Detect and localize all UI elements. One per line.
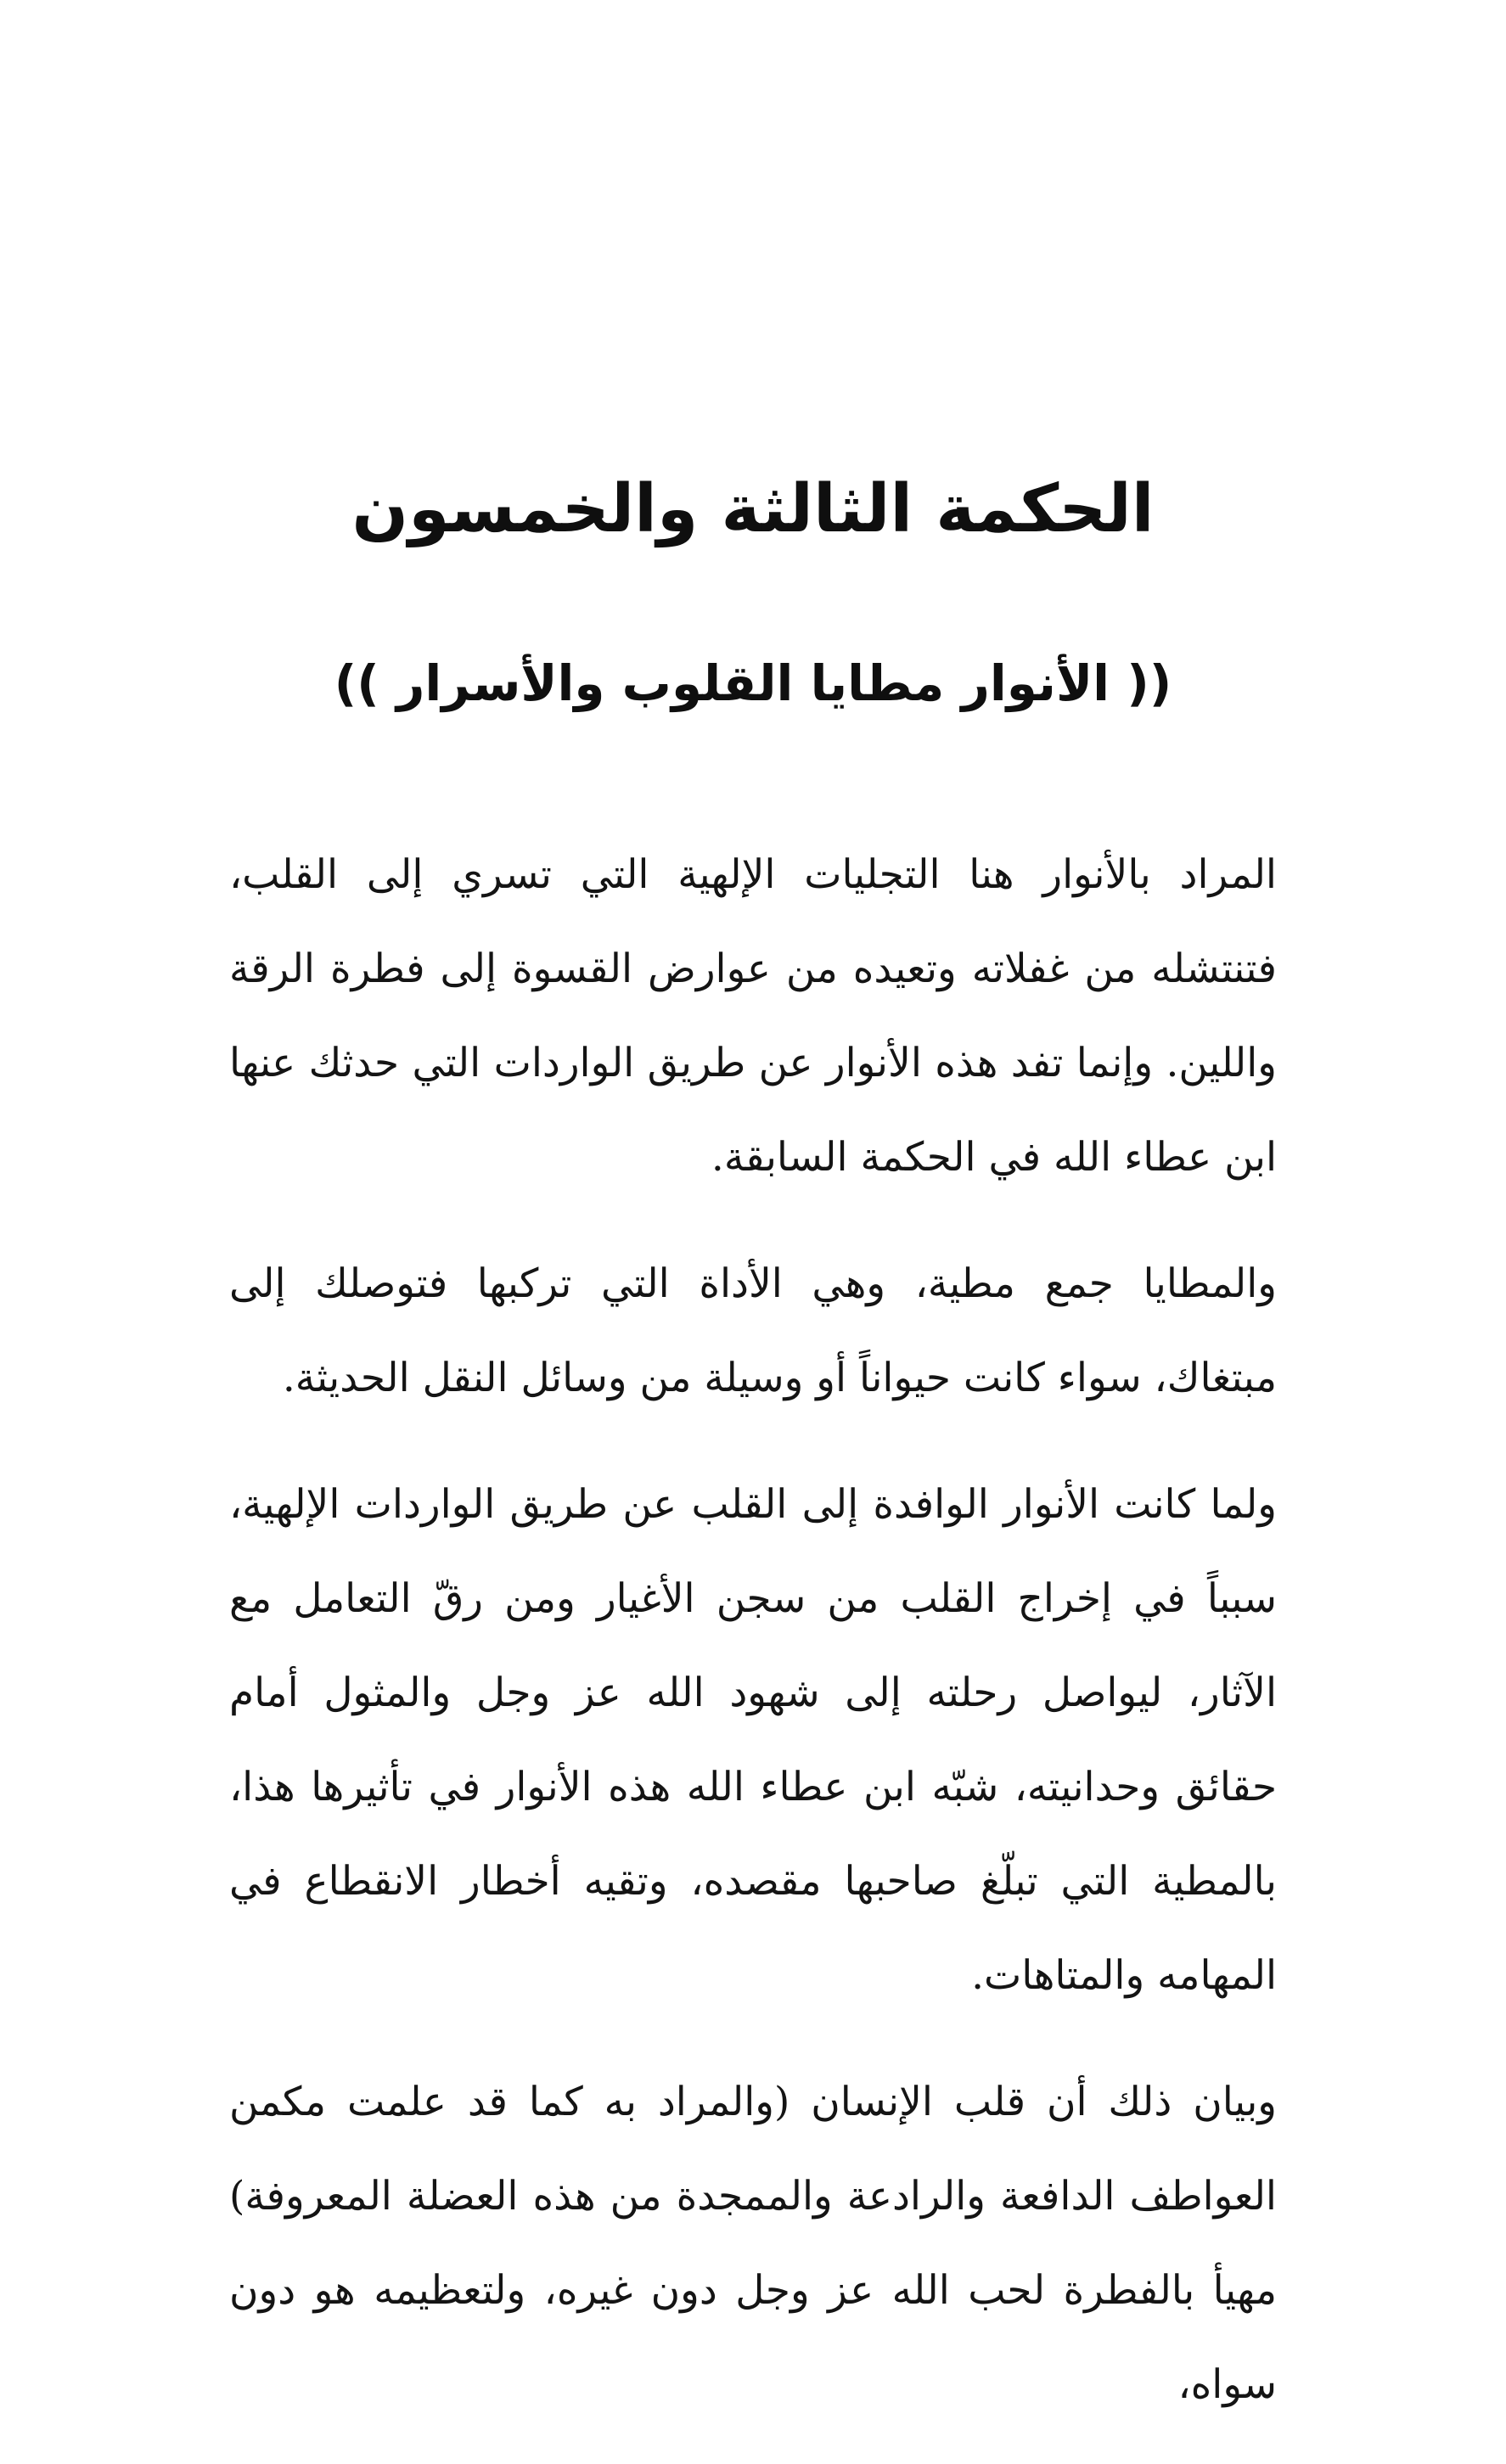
body-text (229, 828, 1277, 2464)
paragraph-2: والمطايا جمع مطية، وهي الأداة التي تركبها فتوصلك إلى مبتغاك، سواء كانت حيواناً أو وسيلة من وسائل النقل الحديثة. (229, 1260, 1277, 1401)
chapter-title: الحكمة الثالثة والخمسون (351, 471, 1155, 547)
paragraph-3: ولما كانت الأنوار الوافدة إلى القلب عن طريق الواردات الإلهية، سبباً في إخراج القلب من سجن الأغيار ومن رقّ التعامل مع الآثار، ليواصل رحلته إلى شهود الله عز وجل والمثول أمام حقائق وحدانيته، شبّه ابن عطاء الله هذه الأنوار في تأثيرها هذا، بالمطية التي تبلّغ صاحبها مقصده، وتقيه أخطار الانقطاع في المهامه والمتاهات. (229, 1481, 1277, 1999)
paragraph-1: المراد بالأنوار هنا التجليات الإلهية التي تسري إلى القلب، فتنتشله من غفلاته وتعيده من عوارض القسوة إلى فطرة الرقة واللين. وإنما تفد هذه الأنوار عن طريق الواردات التي حدثك عنها ابن عطاء الله في الحكمة السابقة. (229, 851, 1277, 1181)
paragraph-4: وبيان ذلك أن قلب الإنسان (والمراد به كما قد علمت مكمن العواطف الدافعة والرادعة والممجدة من هذه العضلة المعروفة) مهيأ بالفطرة لحب الله عز وجل دون غيره، ولتعظيمه هو دون سواه، (229, 2079, 1277, 2408)
chapter-subtitle: (( الأنوار مطايا القلوب والأسرار )) (334, 654, 1172, 712)
